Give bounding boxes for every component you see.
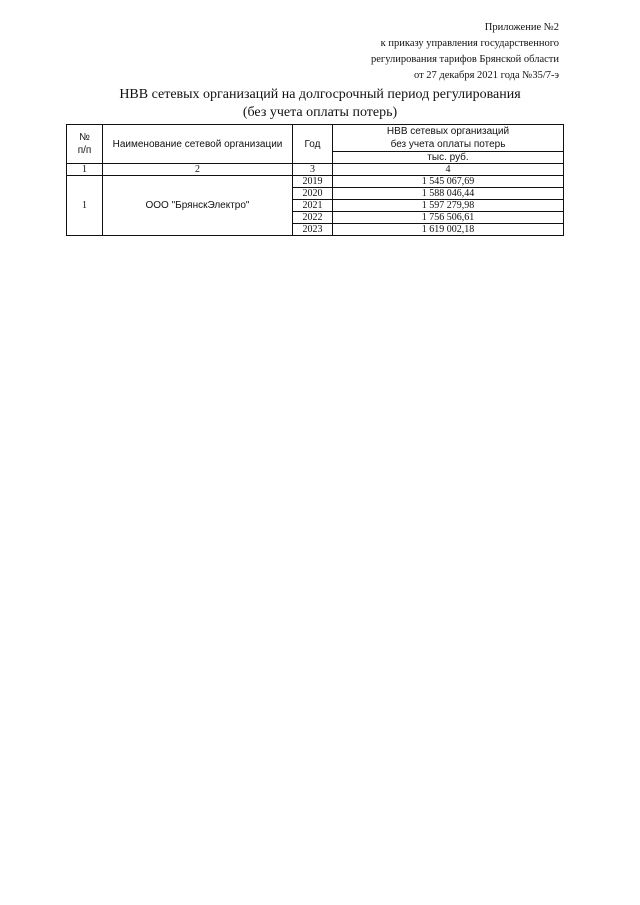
org-name: ООО "БрянскЭлектро" xyxy=(103,176,293,236)
header-unit: тыс. руб. xyxy=(333,152,564,164)
header-nvv: НВВ сетевых организаций без учета оплаты потерь xyxy=(333,125,564,152)
nvv-value-cell: 1 597 279,98 xyxy=(333,200,564,212)
column-number-3: 3 xyxy=(293,164,333,176)
table-row xyxy=(67,176,564,188)
nvv-value-cell: 1 619 002,18 xyxy=(333,224,564,236)
title-line-2: (без учета оплаты потерь) xyxy=(242,105,398,120)
table-header-row xyxy=(67,125,564,152)
appendix-header xyxy=(371,20,559,84)
header-org-name: Наименование сетевой организации xyxy=(103,125,293,164)
year-cell: 2020 xyxy=(293,188,333,200)
column-number-4: 4 xyxy=(333,164,564,176)
year-cell: 2021 xyxy=(293,200,333,212)
column-number-1: 1 xyxy=(67,164,103,176)
appendix-authority-line: регулирования тарифов Брянской области xyxy=(371,54,559,65)
nvv-value-cell: 1 756 506,61 xyxy=(333,212,564,224)
nvv-value-cell: 1 588 046,44 xyxy=(333,188,564,200)
nvv-table xyxy=(66,124,564,236)
year-cell: 2019 xyxy=(293,176,333,188)
table-number-row xyxy=(67,164,564,176)
appendix-order-line: к приказу управления государственного xyxy=(380,38,559,49)
column-number-2: 2 xyxy=(103,164,293,176)
appendix-date-line: от 27 декабря 2021 года №35/7-э xyxy=(413,70,559,81)
header-no: № п/п xyxy=(67,125,103,164)
year-cell: 2022 xyxy=(293,212,333,224)
nvv-value-cell: 1 545 067,69 xyxy=(333,176,564,188)
year-cell: 2023 xyxy=(293,224,333,236)
org-row-no: 1 xyxy=(67,176,103,236)
document-title xyxy=(0,86,640,122)
appendix-number: Приложение №2 xyxy=(484,22,559,33)
title-line-1: НВВ сетевых организаций на долгосрочный период регулирования xyxy=(119,87,521,102)
header-year: Год xyxy=(293,125,333,164)
